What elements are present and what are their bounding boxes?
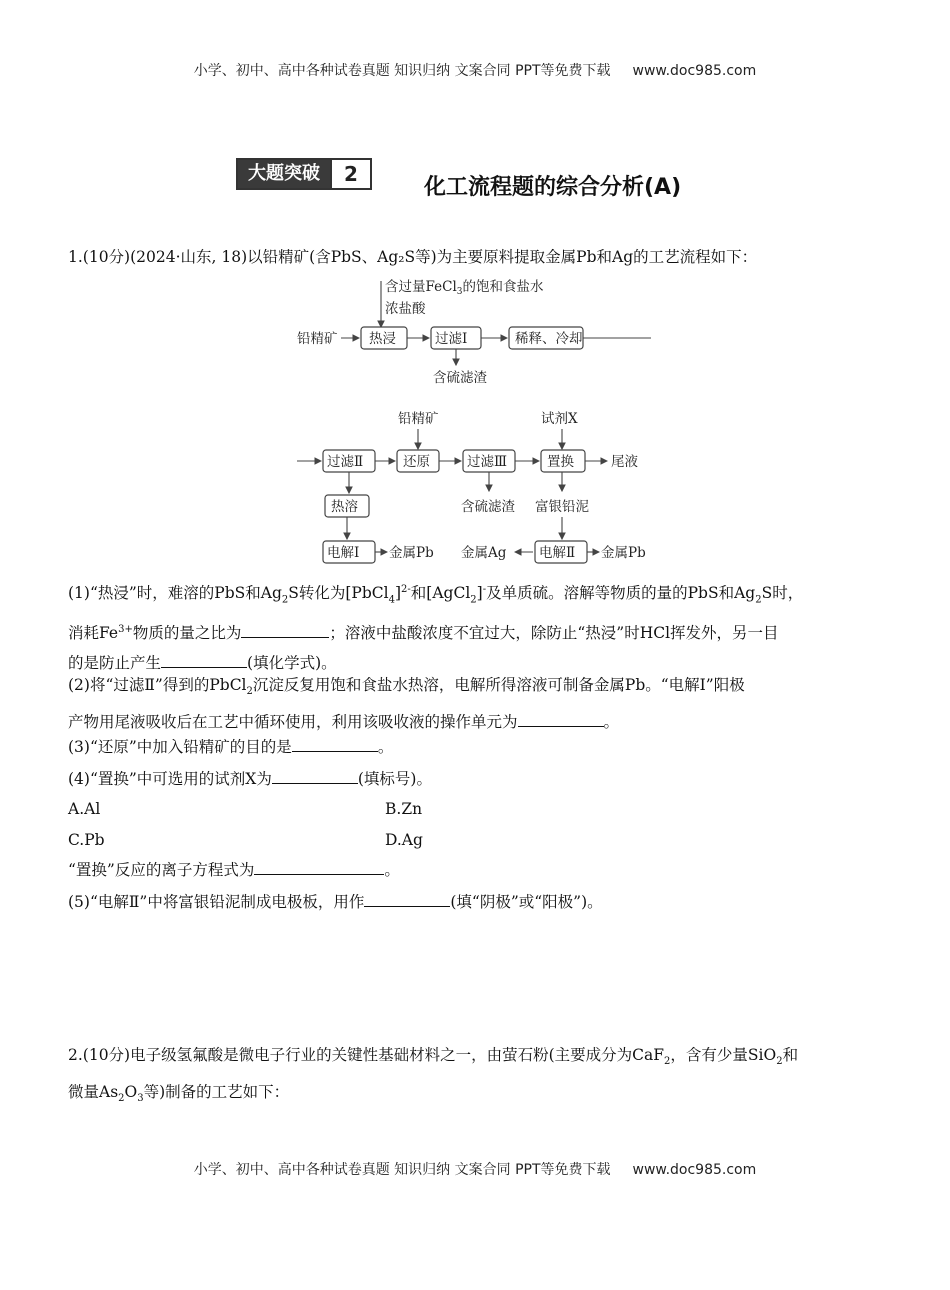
q1-sub4: (4)“置换”中可选用的试剂X为 (填标号)。 bbox=[68, 764, 883, 794]
q1-sub3: (3)“还原”中加入铅精矿的目的是 。 bbox=[68, 732, 883, 762]
flow-reagent-x: 试剂X bbox=[541, 411, 578, 427]
answer-blank[interactable] bbox=[161, 649, 247, 668]
flow-ore2: 铅精矿 bbox=[398, 411, 439, 427]
page-title: 化工流程题的综合分析(A) bbox=[424, 175, 682, 200]
option-a[interactable]: A.Al bbox=[68, 800, 101, 818]
flow-pb1: 金属Pb bbox=[389, 545, 434, 561]
answer-blank[interactable] bbox=[292, 733, 378, 752]
flow-ore: 铅精矿 bbox=[297, 331, 338, 347]
flow-reagent1: 含过量FeCl$_3$的饱和食盐水 bbox=[385, 279, 544, 297]
option-c[interactable]: C.Pb bbox=[68, 831, 105, 849]
flow-tail: 尾液 bbox=[611, 454, 638, 470]
footer-site[interactable]: www.doc985.com bbox=[632, 1162, 757, 1178]
flow-replace: 置换 bbox=[547, 454, 574, 470]
flow-dilute: 稀释、冷却 bbox=[515, 331, 583, 347]
answer-blank[interactable] bbox=[518, 708, 604, 727]
flow-elec1: 电解Ⅰ bbox=[327, 545, 360, 561]
flow-reduce: 还原 bbox=[403, 454, 430, 470]
q1-sub4-equation: “置换”反应的离子方程式为 。 bbox=[68, 855, 883, 885]
q1-sub2: (2)将“过滤Ⅱ”得到的PbCl$_2$沉淀反复用饱和食盐水热溶，电解所得溶液可制备金属Pb。“电解Ⅰ”阳极 产物用尾液吸收后在工艺中循环使用，利用该吸收液的操作单元为 。 bbox=[68, 676, 745, 732]
badge-number: 2 bbox=[330, 160, 370, 188]
flow-filter1: 过滤Ⅰ bbox=[435, 331, 468, 347]
badge-label: 大题突破 bbox=[238, 160, 330, 188]
footer-text: 小学、初中、高中各种试卷真题 知识归纳 文案合同 PPT等免费下载 bbox=[193, 1162, 611, 1178]
flow-filter2: 过滤Ⅱ bbox=[327, 454, 364, 470]
process-flow-diagram bbox=[285, 275, 665, 565]
q1-intro: 1.(10分)(2024·山东, 18)以铅精矿(含PbS、Ag₂S等)为主要原料提取金属Pb和Ag的工艺流程如下： bbox=[68, 248, 758, 266]
q1-sub1: (1)“热浸”时，难溶的PbS和$Ag_2S$转化为[PbCl$_4$]$^{2-}$和[AgCl$_2$]-及单质硫。溶解等物质的量的PbS和$Ag_2S$时， 消耗$Fe^{3+}$物质的量之比为 ；溶液中盐酸浓度不宜过大，除防止“热浸”时HCl挥发外，另一目 的是防止产生 (填化学式)。 bbox=[68, 584, 804, 673]
flow-hot-dissolve: 热溶 bbox=[331, 499, 358, 515]
flow-filter3: 过滤Ⅲ bbox=[467, 454, 508, 470]
flow-ag: 金属Ag bbox=[461, 545, 507, 561]
flow-ag-mud: 富银铅泥 bbox=[535, 499, 589, 515]
q1-sub5: (5)“电解Ⅱ”中将富银铅泥制成电极板，用作 (填“阴极”或“阳极”)。 bbox=[68, 887, 883, 917]
header-site[interactable]: www.doc985.com bbox=[632, 63, 757, 79]
flow-elec2: 电解Ⅱ bbox=[539, 545, 576, 561]
option-b[interactable]: B.Zn bbox=[385, 800, 423, 818]
answer-blank[interactable] bbox=[241, 619, 329, 638]
flow-pb2: 金属Pb bbox=[601, 545, 646, 561]
flow-reagent2: 浓盐酸 bbox=[385, 301, 426, 317]
q2-intro: 2.(10分)电子级氢氟酸是微电子行业的关键性基础材料之一，由萤石粉(主要成分为CaF$_2$，含有少量SiO$_2$和 微量$As_2O_3$等)制备的工艺如下： bbox=[68, 1046, 799, 1105]
section-badge bbox=[236, 158, 372, 190]
flow-hot-leach: 热浸 bbox=[369, 331, 396, 347]
answer-blank[interactable] bbox=[364, 888, 450, 907]
answer-blank[interactable] bbox=[254, 856, 384, 875]
page-footer bbox=[0, 1159, 950, 1179]
flow-s-residue1: 含硫滤渣 bbox=[433, 370, 487, 386]
page-header bbox=[0, 60, 950, 80]
answer-blank[interactable] bbox=[272, 765, 358, 784]
header-text: 小学、初中、高中各种试卷真题 知识归纳 文案合同 PPT等免费下载 bbox=[193, 63, 611, 79]
flow-s-residue2: 含硫滤渣 bbox=[461, 499, 515, 515]
option-d[interactable]: D.Ag bbox=[385, 831, 423, 849]
